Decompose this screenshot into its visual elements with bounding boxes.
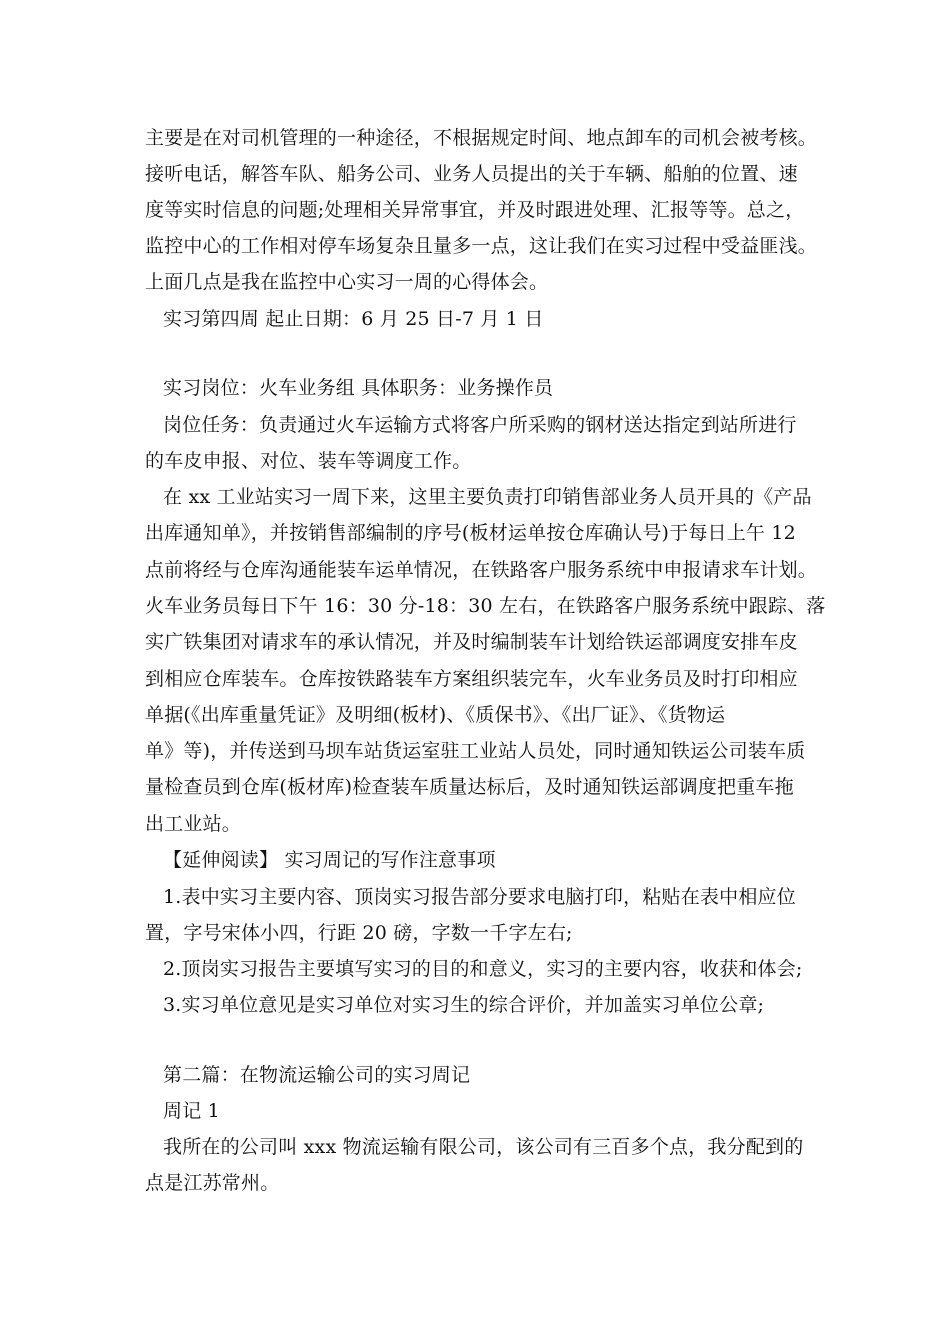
text-line: 到相应仓库装车。仓库按铁路装车方案组织装完车，火车业务员及时打印相应 xyxy=(145,668,798,690)
extended-reading-heading: 【延伸阅读】 实习周记的写作注意事项 xyxy=(163,849,496,871)
week-heading: 实习第四周 起止日期：6 月 25 日-7 月 1 日 xyxy=(163,308,544,330)
text-line: 火车业务员每日下午 16：30 分-18：30 左右，在铁路客户服务系统中跟踪、落 xyxy=(145,595,826,617)
text-line: 上面几点是我在监控中心实习一周的心得体会。 xyxy=(145,271,549,293)
text-line: 我所在的公司叫 xxx 物流运输有限公司，该公司有三百多个点，我分配到的 xyxy=(163,1136,804,1158)
text-line: 主要是在对司机管理的一种途径，不根据规定时间、地点卸车的司机会被考核。 xyxy=(145,127,818,149)
text-line: 实广铁集团对请求车的承认情况，并及时编制装车计划给铁运部调度安排车皮 xyxy=(145,631,798,653)
task-line: 岗位任务：负责通过火车运输方式将客户所采购的钢材送达指定到站所进行 xyxy=(163,414,797,436)
journal-heading: 周记 1 xyxy=(163,1100,220,1122)
section-heading: 第二篇：在物流运输公司的实习周记 xyxy=(163,1064,471,1086)
list-item: 3.实习单位意见是实习单位对实习生的综合评价，并加盖实习单位公章; xyxy=(163,994,765,1016)
text-line: 接听电话，解答车队、船务公司、业务人员提出的关于车辆、船舶的位置、速 xyxy=(145,163,798,185)
text-line: 度等实时信息的问题;处理相关异常事宜，并及时跟进处理、汇报等等。总之， xyxy=(145,199,805,221)
text-line: 出库通知单》，并按销售部编制的序号(板材运单按仓库确认号)于每日上午 12 xyxy=(145,522,796,544)
text-line: 的车皮申报、对位、装车等调度工作。 xyxy=(145,450,472,472)
list-item: 2.顶岗实习报告主要填写实习的目的和意义，实习的主要内容，收获和体会; xyxy=(163,958,803,980)
text-line: 出工业站。 xyxy=(145,813,242,835)
text-line: 量检查员到仓库(板材库)检查装车质量达标后，及时通知铁运部调度把重车拖 xyxy=(145,776,794,798)
text-line: 置，字号宋体小四，行距 20 磅，字数一千字左右; xyxy=(145,922,573,944)
text-line: 点前将经与仓库沟通能装车运单情况，在铁路客户服务系统中申报请求车计划。 xyxy=(145,559,818,581)
text-line: 单据(《出库重量凭证》及明细(板材)、《质保书》、《出厂证》、《货物运 xyxy=(145,704,726,726)
text-line: 在 xx 工业站实习一周下来，这里主要负责打印销售部业务人员开具的《产品 xyxy=(163,486,812,508)
text-line: 单》等)，并传送到马坝车站货运室驻工业站人员处，同时通知铁运公司装车质 xyxy=(145,740,806,762)
list-item: 1.表中实习主要内容、顶岗实习报告部分要求电脑打印，粘贴在表中相应位 xyxy=(163,886,796,908)
text-line: 监控中心的工作相对停车场复杂且量多一点，这让我们在实习过程中受益匪浅。 xyxy=(145,235,818,257)
text-line: 点是江苏常州。 xyxy=(145,1172,280,1194)
position-line: 实习岗位：火车业务组 具体职务：业务操作员 xyxy=(163,377,554,399)
